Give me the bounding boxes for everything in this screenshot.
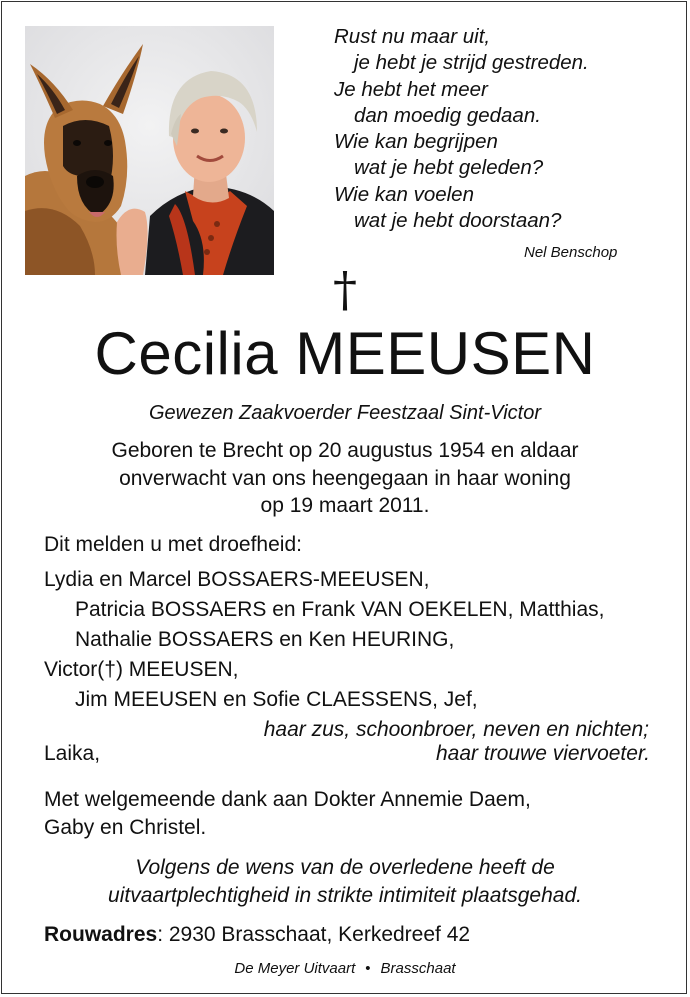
announcement: Dit melden u met droefheid: [44, 533, 302, 556]
footer-separator: • [365, 960, 371, 977]
portrait-with-dog-image [25, 26, 274, 275]
birth-line: onverwacht van ons heengegaan in haar woning [119, 466, 571, 490]
address-value: : 2930 Brasschaat, Kerkedreef 42 [157, 923, 471, 946]
poem [334, 24, 589, 234]
poem-line: dan moedig gedaan. [354, 103, 541, 127]
footer [0, 959, 690, 979]
poem-line: Wie kan begrijpen [334, 130, 498, 154]
cross-icon: † [333, 262, 357, 318]
thanks [44, 786, 531, 842]
mourning-address [44, 921, 470, 949]
poem-line: Je hebt het meer [334, 77, 488, 101]
poem-line: je hebt je strijd gestreden. [354, 51, 589, 75]
birth-line: Geboren te Brecht op 20 augustus 1954 en aldaar [111, 439, 579, 462]
deceased-title: Gewezen Zaakvoerder Feestzaal Sint-Victor [148, 402, 542, 424]
family-line: Lydia en Marcel BOSSAERS-MEEUSEN, [44, 568, 430, 591]
wish-line: uitvaartplechtigheid in strikte intimiteit plaatsgehad. [108, 884, 582, 907]
address-label: Rouwadres [44, 923, 158, 946]
pet-name: Laika, [44, 742, 101, 765]
pet-description: haar trouwe viervoeter. [436, 742, 650, 765]
family-line: Jim MEEUSEN en Sofie CLAESSENS, Jef, [75, 688, 478, 711]
poem-line: wat je hebt doorstaan? [354, 209, 562, 233]
family-line: Nathalie BOSSAERS en Ken HEURING, [75, 628, 455, 651]
poem-line: wat je hebt geleden? [354, 156, 544, 180]
family-line: Victor(†) MEEUSEN, [44, 658, 239, 681]
poem-line: Rust nu maar uit, [334, 25, 491, 48]
funeral-wish [0, 854, 690, 910]
thanks-line: Gaby en Christel. [44, 816, 207, 839]
family-relation: haar zus, schoonbroer, neven en nichten; [263, 718, 649, 741]
footer-location: Brasschaat [380, 960, 456, 977]
birth-death-info [0, 437, 690, 520]
portrait-photo [25, 26, 274, 275]
poem-author: Nel Benschop [524, 244, 618, 261]
wish-line: Volgens de wens van de overledene heeft de [135, 856, 555, 879]
funeral-home: De Meyer Uitvaart [234, 960, 356, 977]
thanks-line: Met welgemeende dank aan Dokter Annemie Daem, [44, 788, 531, 811]
deceased-name: Cecilia MEEUSEN [94, 320, 596, 387]
family-line: Patricia BOSSAERS en Frank VAN OEKELEN, Matthias, [75, 598, 605, 621]
family-list [44, 565, 654, 745]
poem-line: Wie kan voelen [334, 182, 474, 206]
birth-line: op 19 maart 2011. [260, 494, 430, 517]
